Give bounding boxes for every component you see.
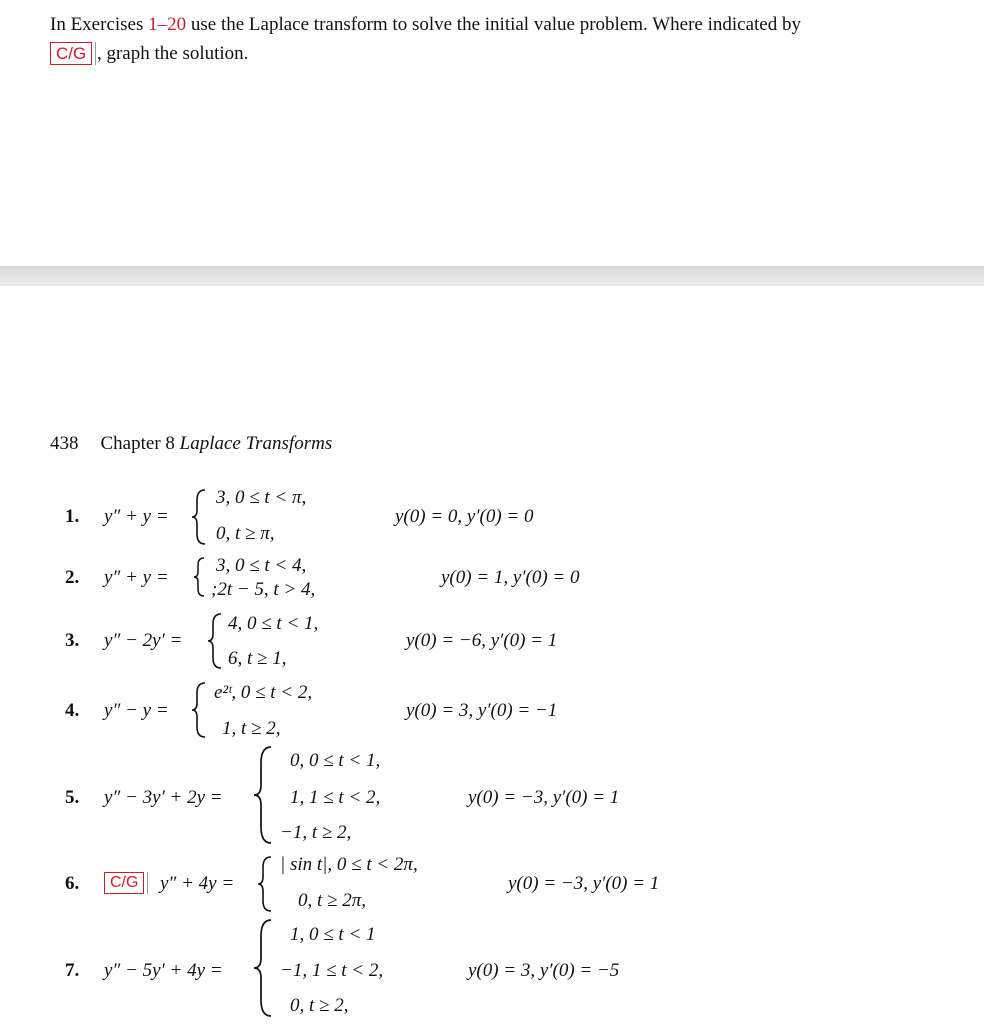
exercise-number: 1. [65,506,80,527]
exercise-number: 7. [65,960,80,981]
left-brace-icon [206,612,224,670]
page-divider [0,266,984,286]
equation-lhs: y″ + y = [104,567,169,588]
case-line: 0, t ≥ π, [216,523,275,544]
chapter-title: Laplace Transforms [179,433,333,454]
case-line: 0, 0 ≤ t < 1, [290,750,381,771]
case-line: 0, t ≥ 2π, [298,890,366,911]
equation-lhs: y″ − y = [104,700,169,721]
case-line: e²ᵗ, 0 ≤ t < 2, [214,682,313,703]
exercise-number: 3. [65,630,80,651]
initial-conditions: y(0) = 3, y′(0) = −5 [468,960,620,981]
case-line: 1, 1 ≤ t < 2, [290,787,381,808]
left-brace-icon [252,745,274,845]
case-line: 6, t ≥ 1, [228,648,287,669]
case-line: 1, t ≥ 2, [222,718,281,739]
equation-lhs: y″ − 3y′ + 2y = [104,787,223,808]
initial-conditions: y(0) = 1, y′(0) = 0 [441,567,580,588]
equation-lhs: y″ − 5y′ + 4y = [104,960,223,981]
exercise-range-link[interactable]: 1–20 [148,14,187,35]
page-header [50,433,332,455]
initial-conditions: y(0) = −3, y′(0) = 1 [468,787,620,808]
instructions-line-1: In Exercises 1–20 use the Laplace transform to solve the initial value problem. Where indicated by [50,14,801,35]
page-number: 438 [50,433,79,454]
equation-lhs: y″ + y = [104,506,169,527]
initial-conditions: y(0) = −3, y′(0) = 1 [508,873,660,894]
exercise-number: 2. [65,567,80,588]
left-brace-icon [252,918,274,1018]
case-line: 1, 0 ≤ t < 1 [290,924,376,945]
chapter-label: Chapter 8 [100,433,175,454]
case-line: 3, 0 ≤ t < 4, [216,555,307,576]
case-line: −1, t ≥ 2, [280,822,352,843]
left-brace-icon [192,556,206,598]
initial-conditions: y(0) = 0, y′(0) = 0 [395,506,534,527]
left-brace-icon [190,488,208,546]
case-line: −1, 1 ≤ t < 2, [280,960,384,981]
case-line: ;2t − 5, t > 4, [211,579,316,600]
cg-badge: C/G [50,42,92,65]
left-brace-icon [190,681,208,739]
cg-badge: C/G [104,872,144,894]
exercise-number: 6. [65,873,80,894]
initial-conditions: y(0) = −6, y′(0) = 1 [406,630,558,651]
initial-conditions: y(0) = 3, y′(0) = −1 [406,700,558,721]
case-line: 4, 0 ≤ t < 1, [228,613,319,634]
instructions [50,10,950,68]
instructions-line-2: C/G , graph the solution. [50,39,950,68]
exercise-number: 4. [65,700,80,721]
equation-lhs: y″ + 4y = [160,873,235,894]
equation-lhs: y″ − 2y′ = [104,630,183,651]
case-line: | sin t|, 0 ≤ t < 2π, [280,854,418,875]
exercise-number: 5. [65,787,80,808]
case-line: 3, 0 ≤ t < π, [216,487,307,508]
case-line: 0, t ≥ 2, [290,995,349,1016]
left-brace-icon [256,855,274,913]
